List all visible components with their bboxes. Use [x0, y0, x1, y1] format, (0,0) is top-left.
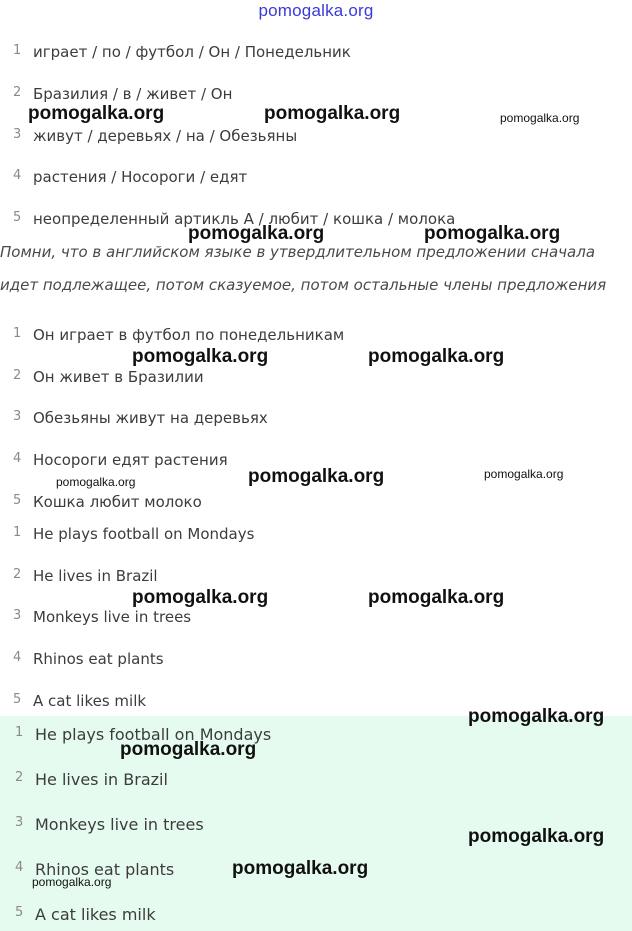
item-number: 3 — [13, 127, 22, 142]
watermark: pomogalka.org — [500, 111, 580, 125]
item-number: 2 — [15, 770, 24, 785]
watermark: pomogalka.org — [188, 223, 325, 244]
item-text: Он живет в Бразилии — [33, 368, 204, 386]
item-text: Обезьяны живут на деревьях — [33, 409, 268, 427]
header-logo: pomogalka.org — [258, 1, 374, 20]
item-text: Бразилия / в / живет / Он — [33, 85, 233, 103]
item-number: 5 — [13, 493, 22, 508]
item-text: Rhinos eat plants — [33, 650, 164, 668]
item-number: 4 — [13, 650, 22, 665]
item-number: 4 — [13, 168, 22, 183]
item-text: Monkeys live in trees — [35, 815, 204, 834]
item-text: A cat likes milk — [35, 905, 156, 924]
watermark: pomogalka.org — [248, 466, 385, 487]
item-number: 5 — [13, 210, 22, 225]
watermark: pomogalka.org — [120, 739, 257, 760]
item-text: неопределенный артикль A / любит / кошка / молока — [33, 210, 456, 228]
watermark: pomogalka.org — [264, 103, 401, 124]
item-number: 4 — [13, 451, 22, 466]
item-number: 3 — [13, 608, 22, 623]
item-number: 3 — [15, 815, 24, 830]
item-number: 4 — [15, 860, 24, 875]
item-text: Monkeys live in trees — [33, 608, 192, 626]
watermark: pomogalka.org — [424, 223, 561, 244]
item-text: He lives in Brazil — [35, 770, 168, 789]
item-text: Он играет в футбол по понедельникам — [33, 326, 345, 344]
item-number: 1 — [13, 525, 22, 540]
item-text: живут / деревьях / на / Обезьяны — [33, 127, 298, 145]
watermark: pomogalka.org — [32, 875, 112, 889]
watermark: pomogalka.org — [56, 475, 136, 489]
item-number: 2 — [13, 85, 22, 100]
item-number: 5 — [13, 692, 22, 707]
item-text: растения / Носороги / едят — [33, 168, 248, 186]
watermark: pomogalka.org — [368, 587, 505, 608]
watermark: pomogalka.org — [368, 346, 505, 367]
watermark: pomogalka.org — [484, 467, 564, 481]
item-number: 5 — [15, 905, 24, 920]
item-text: Носороги едят растения — [33, 451, 228, 469]
item-text: He lives in Brazil — [33, 567, 158, 585]
item-text: A cat likes milk — [33, 692, 147, 710]
watermark: pomogalka.org — [468, 706, 605, 727]
item-text: Кошка любит молоко — [33, 493, 202, 511]
watermark: pomogalka.org — [132, 346, 269, 367]
note-line-2: идет подлежащее, потом сказуемое, потом остальные члены предложения — [0, 276, 607, 294]
item-text: He plays football on Mondays — [35, 725, 272, 744]
item-text: Rhinos eat plants — [35, 860, 175, 879]
item-number: 3 — [13, 409, 22, 424]
item-text: играет / по / футбол / Он / Понедельник — [33, 43, 351, 61]
item-number: 1 — [13, 43, 22, 58]
item-number: 2 — [13, 368, 22, 383]
item-number: 2 — [13, 567, 22, 582]
item-number: 1 — [15, 725, 24, 740]
watermark: pomogalka.org — [132, 587, 269, 608]
item-number: 1 — [13, 326, 22, 341]
watermark: pomogalka.org — [28, 103, 165, 124]
note-line-1: Помни, что в английском языке в утвердлительном предложении сначала — [0, 243, 596, 261]
watermark: pomogalka.org — [232, 858, 369, 879]
item-text: He plays football on Mondays — [33, 525, 255, 543]
watermark: pomogalka.org — [468, 826, 605, 847]
